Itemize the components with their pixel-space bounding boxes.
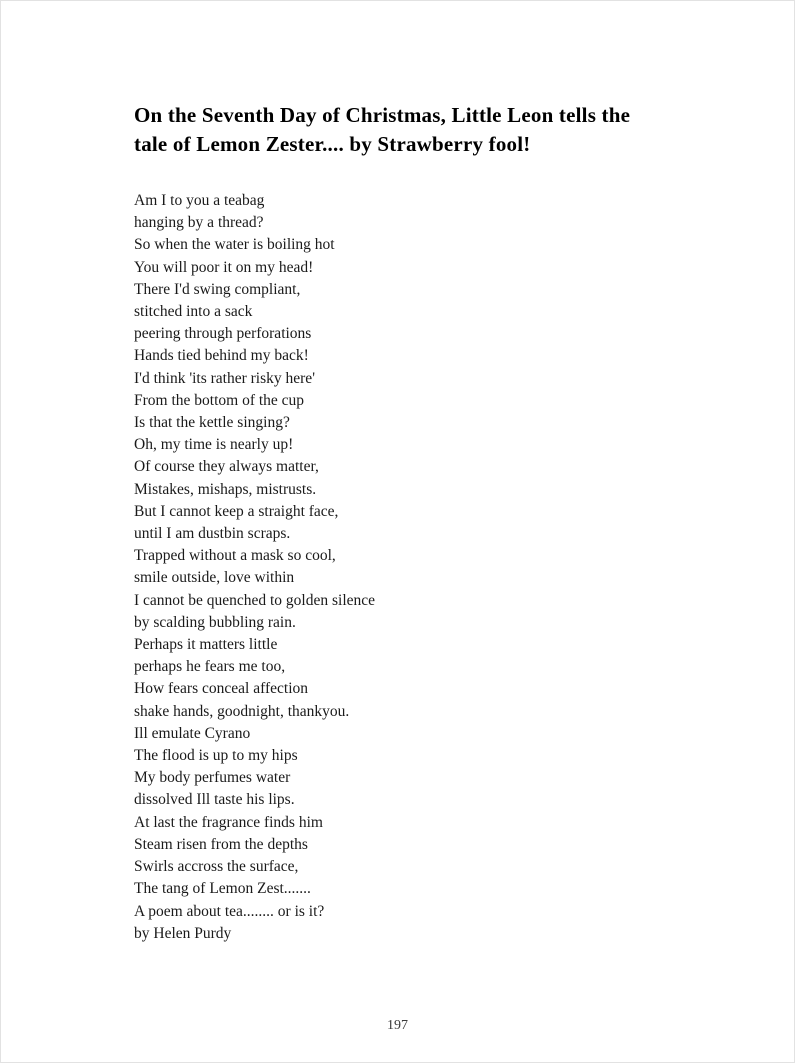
poem bbox=[134, 190, 674, 945]
poem-line: My body perfumes water bbox=[134, 769, 291, 787]
poem-line: From the bottom of the cup bbox=[134, 391, 305, 409]
page-title: On the Seventh Day of Christmas, Little Leon tells the tale of Lemon Zester.... by Strawberry fool! bbox=[134, 103, 631, 156]
poem-line: Hands tied behind my back! bbox=[134, 347, 309, 365]
poem-line: Trapped without a mask so cool, bbox=[134, 547, 336, 565]
poem-line: I cannot be quenched to golden silence bbox=[134, 591, 376, 609]
poem-line: by scalding bubbling rain. bbox=[134, 613, 296, 631]
poem-line: The flood is up to my hips bbox=[134, 747, 298, 765]
poem-line: perhaps he fears me too, bbox=[134, 658, 286, 676]
page-number: 197 bbox=[387, 1018, 408, 1033]
poem-line: dissolved Ill taste his lips. bbox=[134, 791, 295, 809]
poem-line: Perhaps it matters little bbox=[134, 636, 278, 654]
poem-line: So when the water is boiling hot bbox=[134, 236, 335, 254]
poem-line: I'd think 'its rather risky here' bbox=[134, 369, 315, 387]
poem-line: shake hands, goodnight, thankyou. bbox=[134, 702, 350, 720]
page-content bbox=[134, 1, 674, 945]
poem-line: You will poor it on my head! bbox=[134, 258, 314, 276]
poem-line: Of course they always matter, bbox=[134, 458, 319, 476]
poem-line: Mistakes, mishaps, mistrusts. bbox=[134, 480, 317, 498]
poem-line: by Helen Purdy bbox=[134, 924, 232, 942]
poem-line: There I'd swing compliant, bbox=[134, 280, 301, 298]
poem-line: peering through perforations bbox=[134, 325, 312, 343]
poem-line: The tang of Lemon Zest....... bbox=[134, 880, 311, 898]
poem-line: Is that the kettle singing? bbox=[134, 414, 290, 432]
poem-line: Swirls accross the surface, bbox=[134, 858, 299, 876]
poem-line: smile outside, love within bbox=[134, 569, 295, 587]
poem-line: But I cannot keep a straight face, bbox=[134, 502, 339, 520]
poem-line: stitched into a sack bbox=[134, 303, 253, 321]
poem-line: Oh, my time is nearly up! bbox=[134, 436, 294, 454]
poem-line: A poem about tea........ or is it? bbox=[134, 902, 325, 920]
poem-line: until I am dustbin scraps. bbox=[134, 525, 291, 543]
poem-line: Steam risen from the depths bbox=[134, 835, 308, 853]
poem-line: At last the fragrance finds him bbox=[134, 813, 323, 831]
poem-line: How fears conceal affection bbox=[134, 680, 308, 698]
poem-line: Ill emulate Cyrano bbox=[134, 724, 251, 742]
poem-line: Am I to you a teabag bbox=[134, 192, 265, 209]
poem-line: hanging by a thread? bbox=[134, 214, 264, 232]
